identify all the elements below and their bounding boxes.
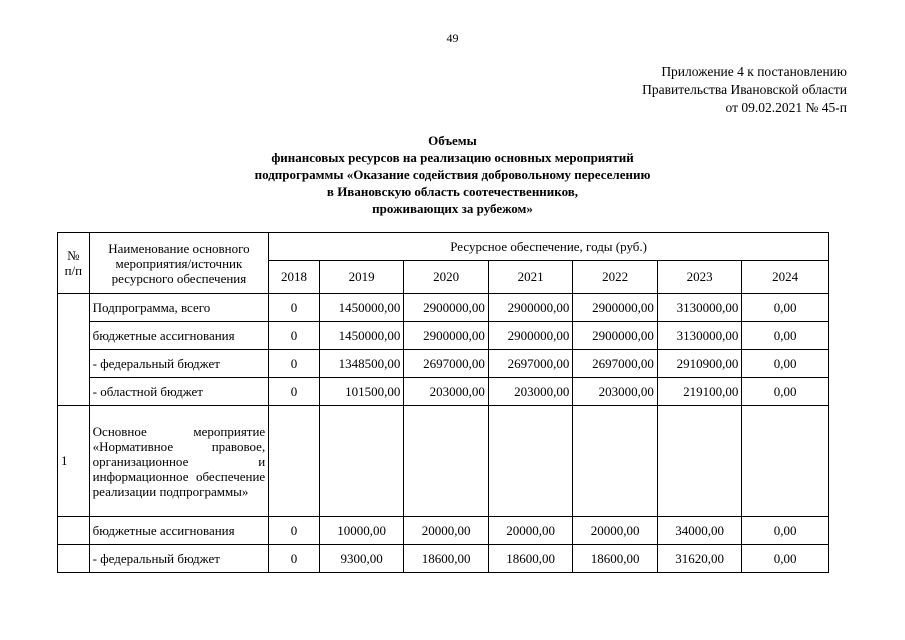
cell-2021 (488, 406, 572, 517)
cell-2020: 2697000,00 (404, 350, 488, 378)
cell-2021: 18600,00 (488, 545, 572, 573)
row-name: - федеральный бюджет (89, 545, 269, 573)
header-resource: Ресурсное обеспечение, годы (руб.) (269, 233, 829, 261)
cell-2019: 10000,00 (319, 517, 403, 545)
table-row (58, 545, 829, 573)
header-year: 2022 (573, 261, 657, 294)
cell-2024: 0,00 (742, 322, 829, 350)
title-line-1: Объемы (428, 133, 477, 148)
cell-2022: 2697000,00 (573, 350, 657, 378)
cell-2020: 2900000,00 (404, 322, 488, 350)
header-year: 2024 (742, 261, 829, 294)
cell-2018: 0 (269, 545, 320, 573)
header-number: № п/п (58, 233, 90, 294)
cell-2020: 20000,00 (404, 517, 488, 545)
title-line-2: финансовых ресурсов на реализацию основных мероприятий (271, 150, 634, 165)
table-row (58, 322, 829, 350)
cell-2022: 18600,00 (573, 545, 657, 573)
cell-2021: 2900000,00 (488, 322, 572, 350)
cell-2018: 0 (269, 517, 320, 545)
funding-table (57, 232, 829, 573)
header-year: 2018 (269, 261, 320, 294)
page-number: 49 (446, 31, 459, 45)
table-row (58, 406, 829, 517)
cell-2018 (269, 406, 320, 517)
cell-2021: 203000,00 (488, 378, 572, 406)
cell-2023: 31620,00 (657, 545, 741, 573)
document-title (0, 132, 905, 217)
cell-2019: 9300,00 (319, 545, 403, 573)
cell-2023 (657, 406, 741, 517)
title-line-5: проживающих за рубежом» (372, 201, 533, 216)
appendix-note (642, 63, 847, 117)
title-line-4: в Ивановскую область соотечественников, (326, 184, 579, 199)
cell-2020: 203000,00 (404, 378, 488, 406)
cell-2018: 0 (269, 294, 320, 322)
row-name: Подпрограмма, всего (89, 294, 269, 322)
row-number (58, 517, 90, 545)
cell-2019: 1450000,00 (319, 294, 403, 322)
header-name: Наименование основного мероприятия/источник ресурсного обеспечения (89, 233, 269, 294)
row-number: 1 (58, 406, 90, 517)
cell-2018: 0 (269, 378, 320, 406)
cell-2019: 1348500,00 (319, 350, 403, 378)
cell-2019: 1450000,00 (319, 322, 403, 350)
table-row (58, 294, 829, 322)
cell-2020: 2900000,00 (404, 294, 488, 322)
cell-2020 (404, 406, 488, 517)
appendix-line-3: от 09.02.2021 № 45-п (725, 100, 847, 115)
cell-2018: 0 (269, 322, 320, 350)
cell-2021: 2900000,00 (488, 294, 572, 322)
cell-2023: 3130000,00 (657, 294, 741, 322)
cell-2024: 0,00 (742, 350, 829, 378)
cell-2023: 2910900,00 (657, 350, 741, 378)
table-row (58, 350, 829, 378)
cell-2021: 20000,00 (488, 517, 572, 545)
cell-2019 (319, 406, 403, 517)
cell-2018: 0 (269, 350, 320, 378)
cell-2024: 0,00 (742, 517, 829, 545)
cell-2022: 20000,00 (573, 517, 657, 545)
header-year: 2021 (488, 261, 572, 294)
cell-2023: 219100,00 (657, 378, 741, 406)
row-number (58, 545, 90, 573)
cell-2022: 2900000,00 (573, 322, 657, 350)
row-name: - областной бюджет (89, 378, 269, 406)
cell-2024: 0,00 (742, 294, 829, 322)
row-number (58, 294, 90, 406)
table-row (58, 378, 829, 406)
cell-2024 (742, 406, 829, 517)
cell-2024: 0,00 (742, 545, 829, 573)
table-row (58, 517, 829, 545)
row-name: - федеральный бюджет (89, 350, 269, 378)
header-year: 2019 (319, 261, 403, 294)
cell-2022 (573, 406, 657, 517)
header-year: 2020 (404, 261, 488, 294)
cell-2023: 3130000,00 (657, 322, 741, 350)
cell-2020: 18600,00 (404, 545, 488, 573)
title-line-3: подпрограммы «Оказание содействия добровольному переселению (254, 167, 651, 182)
row-name: бюджетные ассигнования (89, 322, 269, 350)
appendix-line-1: Приложение 4 к постановлению (661, 64, 847, 79)
cell-2022: 203000,00 (573, 378, 657, 406)
cell-2024: 0,00 (742, 378, 829, 406)
appendix-line-2: Правительства Ивановской области (642, 82, 847, 97)
cell-2019: 101500,00 (319, 378, 403, 406)
cell-2022: 2900000,00 (573, 294, 657, 322)
cell-2021: 2697000,00 (488, 350, 572, 378)
row-name: бюджетные ассигнования (89, 517, 269, 545)
header-year: 2023 (657, 261, 741, 294)
cell-2023: 34000,00 (657, 517, 741, 545)
row-name: Основное мероприятие «Нормативное правовое, организационное и информационное обеспечение реализации подпрограммы» (89, 406, 269, 517)
